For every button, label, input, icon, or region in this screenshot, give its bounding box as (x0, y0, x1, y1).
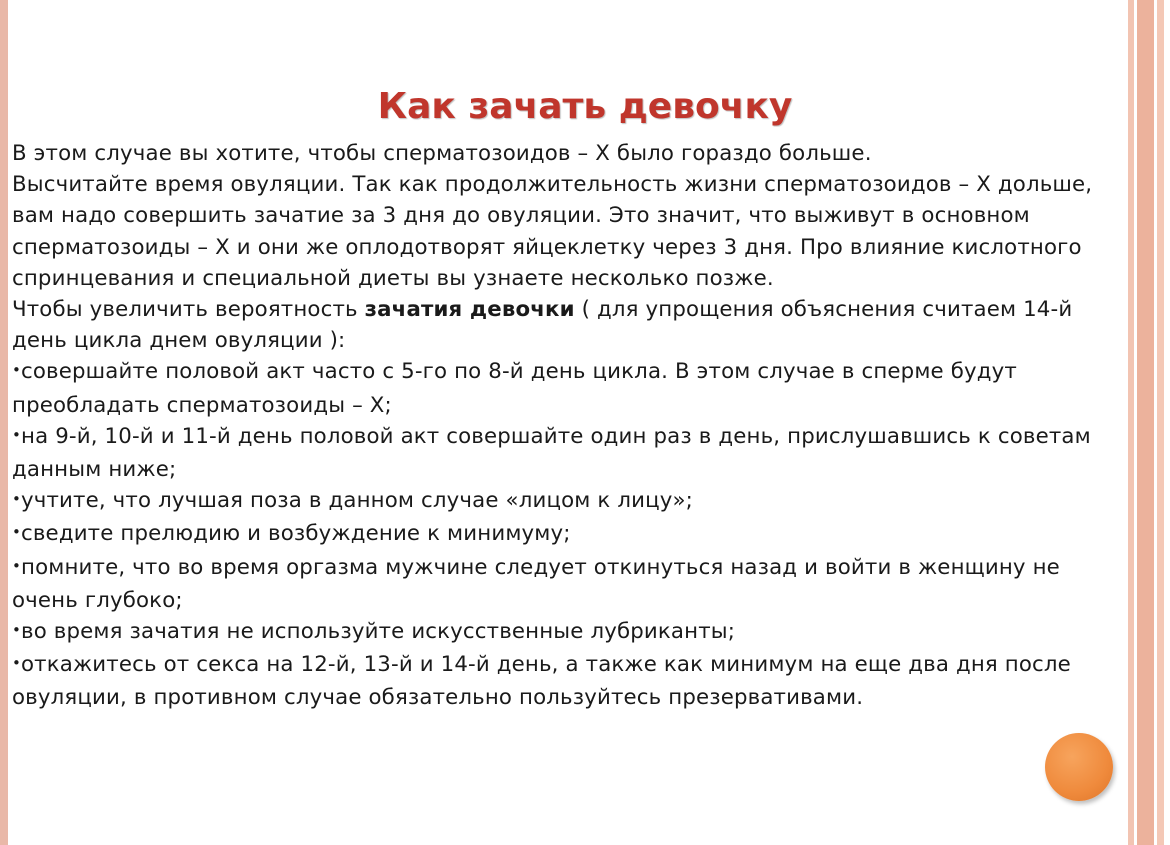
bullet-dot: • (12, 523, 21, 542)
bullet-dot: • (12, 556, 21, 575)
lead-text-after: ( для упрощения объяснения считаем 14-й день цикла днем овуляции ): (12, 297, 1073, 354)
bullet-text: на 9-й, 10-й и 11-й день половой акт совершайте один раз в день, прислушавшись к советам данным ниже; (12, 423, 1091, 483)
bullet-text: во время зачатия не используйте искусственные лубриканты; (21, 619, 736, 645)
bullet-text: откажитесь от секса на 12-й, 13-й и 14-й день, а также как минимум на еще два дня после овуляции, в противном случае обязательно пользуйтесь презервативами. (12, 652, 1071, 711)
lead-text-bold: зачатия девочки (364, 297, 575, 323)
intro-paragraph-2: Высчитайте время овуляции. Так как продолжительность жизни сперматозоидов – Х дольше, вам надо совершить зачатие за 3 дня до овуляции. Это значит, что выживут в основном сперматозоиды – Х и они же оплодотворят яйцеклетку через 3 дня. Про влияние кислотного спринцевания и специальной диеты вы узнаете несколько позже. (12, 172, 1093, 291)
bullet-item (12, 356, 1127, 420)
bullet-item (12, 421, 1127, 485)
bullet-item (12, 649, 1127, 713)
bullet-dot: • (12, 361, 21, 380)
lead-text-before: Чтобы увеличить вероятность (12, 297, 365, 323)
bullet-item (12, 616, 1127, 649)
intro-paragraph-1: В этом случае вы хотите, чтобы сперматозоидов – Х было гораздо больше. (12, 141, 872, 166)
bullet-item (12, 485, 1127, 518)
slide-body (12, 138, 1127, 714)
bullet-dot: • (12, 425, 21, 444)
bullet-text: совершайте половой акт часто с 5-го по 8-й день цикла. В этом случае в сперме будут преобладать сперматозоиды – Х; (12, 359, 1017, 418)
slide-title: Как зачать девочку (377, 86, 793, 127)
orange-circle-decoration (1045, 733, 1113, 801)
bullet-item (12, 518, 1127, 551)
lead-paragraph (12, 294, 1127, 356)
bullet-text: учтите, что лучшая поза в данном случае «лицом к лицу»; (21, 488, 694, 514)
bullet-dot: • (12, 490, 21, 509)
bullet-text: сведите прелюдию и возбуждение к минимуму; (21, 521, 571, 547)
bullet-dot: • (12, 654, 21, 673)
bullet-dot: • (12, 621, 21, 640)
bullet-text: помните, что во время оргазма мужчине следует откинуться назад и войти в женщину не очень глубоко; (12, 554, 1060, 613)
bullet-item (12, 552, 1127, 616)
